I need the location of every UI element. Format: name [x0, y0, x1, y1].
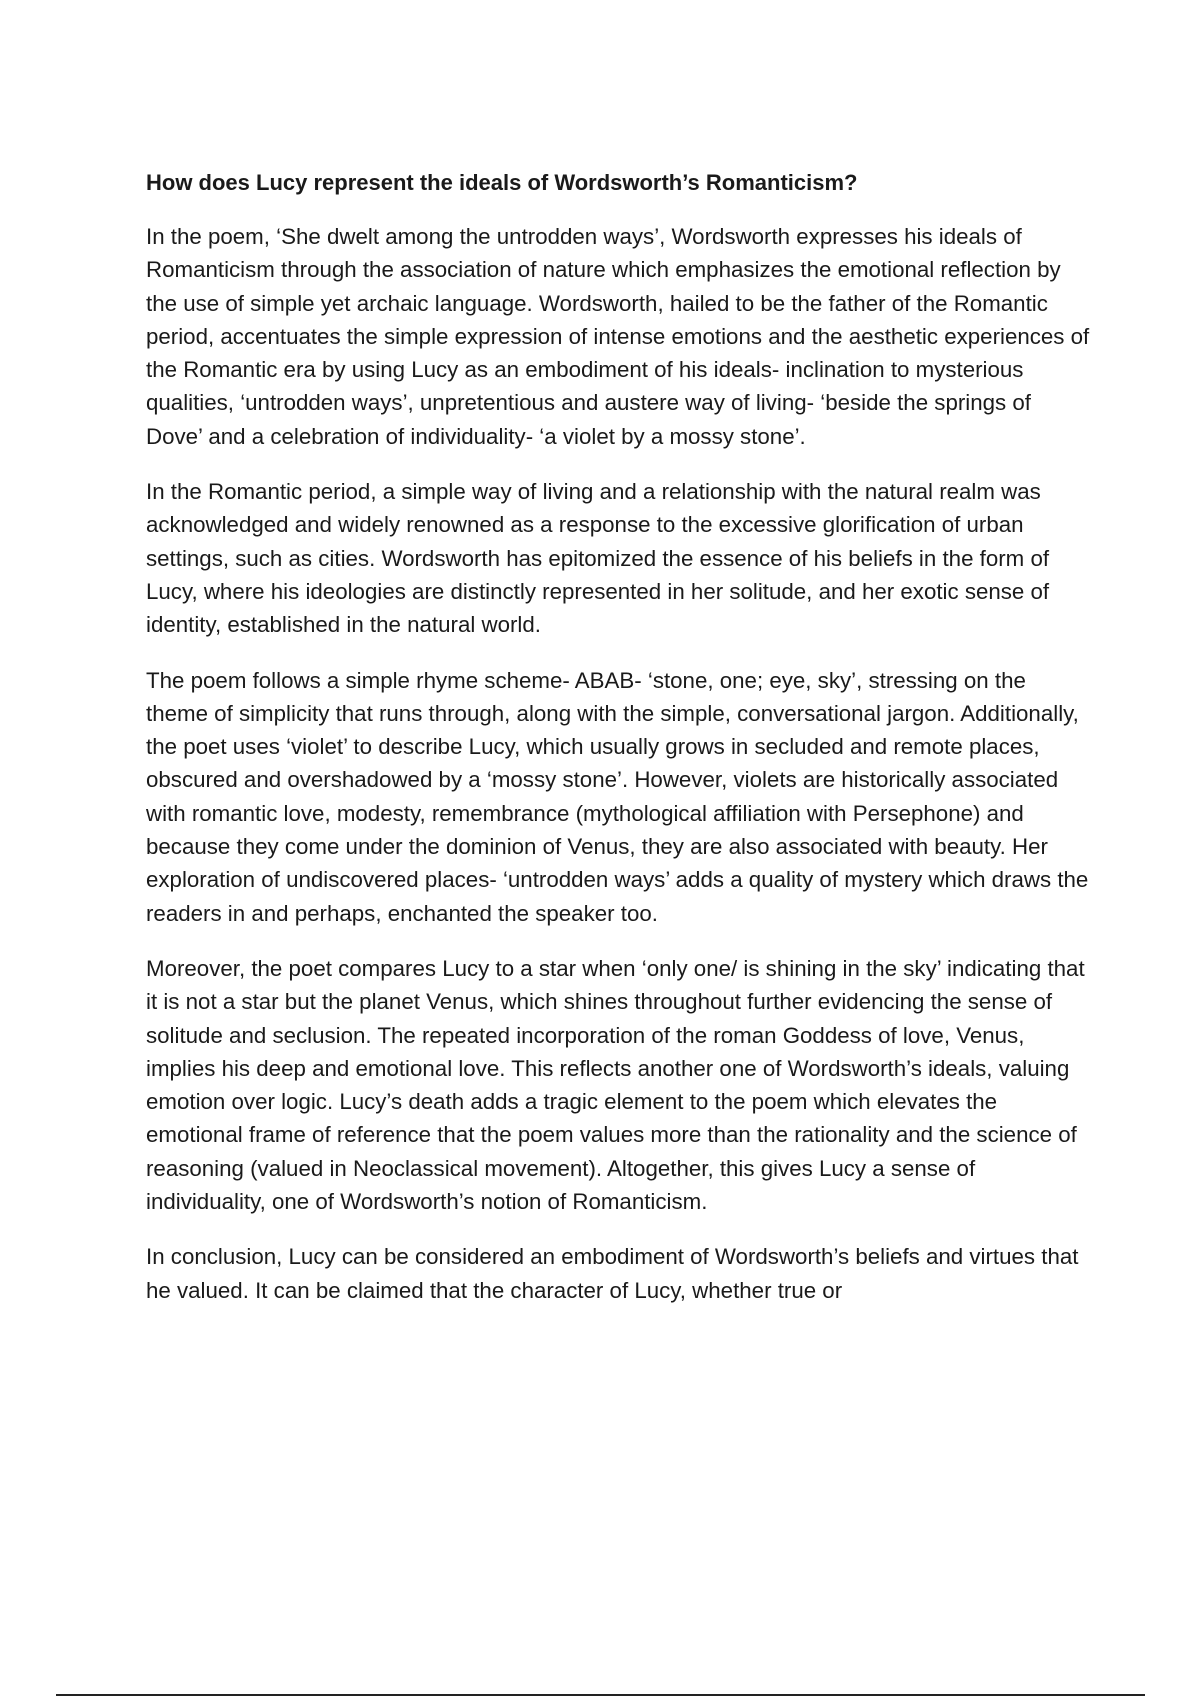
essay-body [146, 168, 1090, 1329]
paragraph-rhyme-scheme: The poem follows a simple rhyme scheme- ABAB- ‘stone, one; eye, sky’, stressing on the theme of simplicity that runs through, along with the simple, conversational jargon. Additionally, the poet uses ‘violet’ to describe Lucy, which usually grows in secluded and remote places, obscured and overshadowed by a ‘mossy stone’. However, violets are historically associated with romantic love, modesty, remembrance (mythological affiliation with Persephone) and because they come under the dominion of Venus, they are also associated with beauty. Her exploration of undiscovered places- ‘untrodden ways’ adds a quality of mystery which draws the readers in and perhaps, enchanted the speaker too. [146, 667, 1089, 926]
paragraph-romantic-period: In the Romantic period, a simple way of living and a relationship with the natural realm was acknowledged and widely renowned as a response to the excessive glorification of urban settings, such as cities. Wordsworth has epitomized the essence of his beliefs in the form of Lucy, where his ideologies are distinctly represented in her solitude, and her exotic sense of identity, established in the natural world. [146, 479, 1050, 638]
paragraph-venus-comparison: Moreover, the poet compares Lucy to a star when ‘only one/ is shining in the sky’ indicating that it is not a star but the planet Venus, which shines throughout further evidencing the sense of solitude and seclusion. The repeated incorporation of the roman Goddess of love, Venus, implies his deep and emotional love. This reflects another one of Wordsworth’s ideals, valuing emotion over logic. Lucy’s death adds a tragic element to the poem which elevates the emotional frame of reference that the poem values more than the rationality and the science of reasoning (valued in Neoclassical movement). Altogether, this gives Lucy a sense of individuality, one of Wordsworth’s notion of Romanticism. [146, 955, 1085, 1215]
essay-title: How does Lucy represent the ideals of Wordsworth’s Romanticism? [146, 170, 858, 195]
paragraph-conclusion: In conclusion, Lucy can be considered an embodiment of Wordsworth’s beliefs and virtues that he valued. It can be claimed that the character of Lucy, whether true or [146, 1244, 1079, 1303]
page-bottom-divider [56, 1694, 1145, 1696]
paragraph-introduction: In the poem, ‘She dwelt among the untrodden ways’, Wordsworth expresses his ideals of Romanticism through the association of nature which emphasizes the emotional reflection by the use of simple yet archaic language. Wordsworth, hailed to be the father of the Romantic period, accentuates the simple expression of intense emotions and the aesthetic experiences of the Romantic era by using Lucy as an embodiment of his ideals- inclination to mysterious qualities, ‘untrodden ways’, unpretentious and austere way of living- ‘beside the springs of Dove’ and a celebration of individuality- ‘a violet by a mossy stone’. [146, 224, 1090, 449]
